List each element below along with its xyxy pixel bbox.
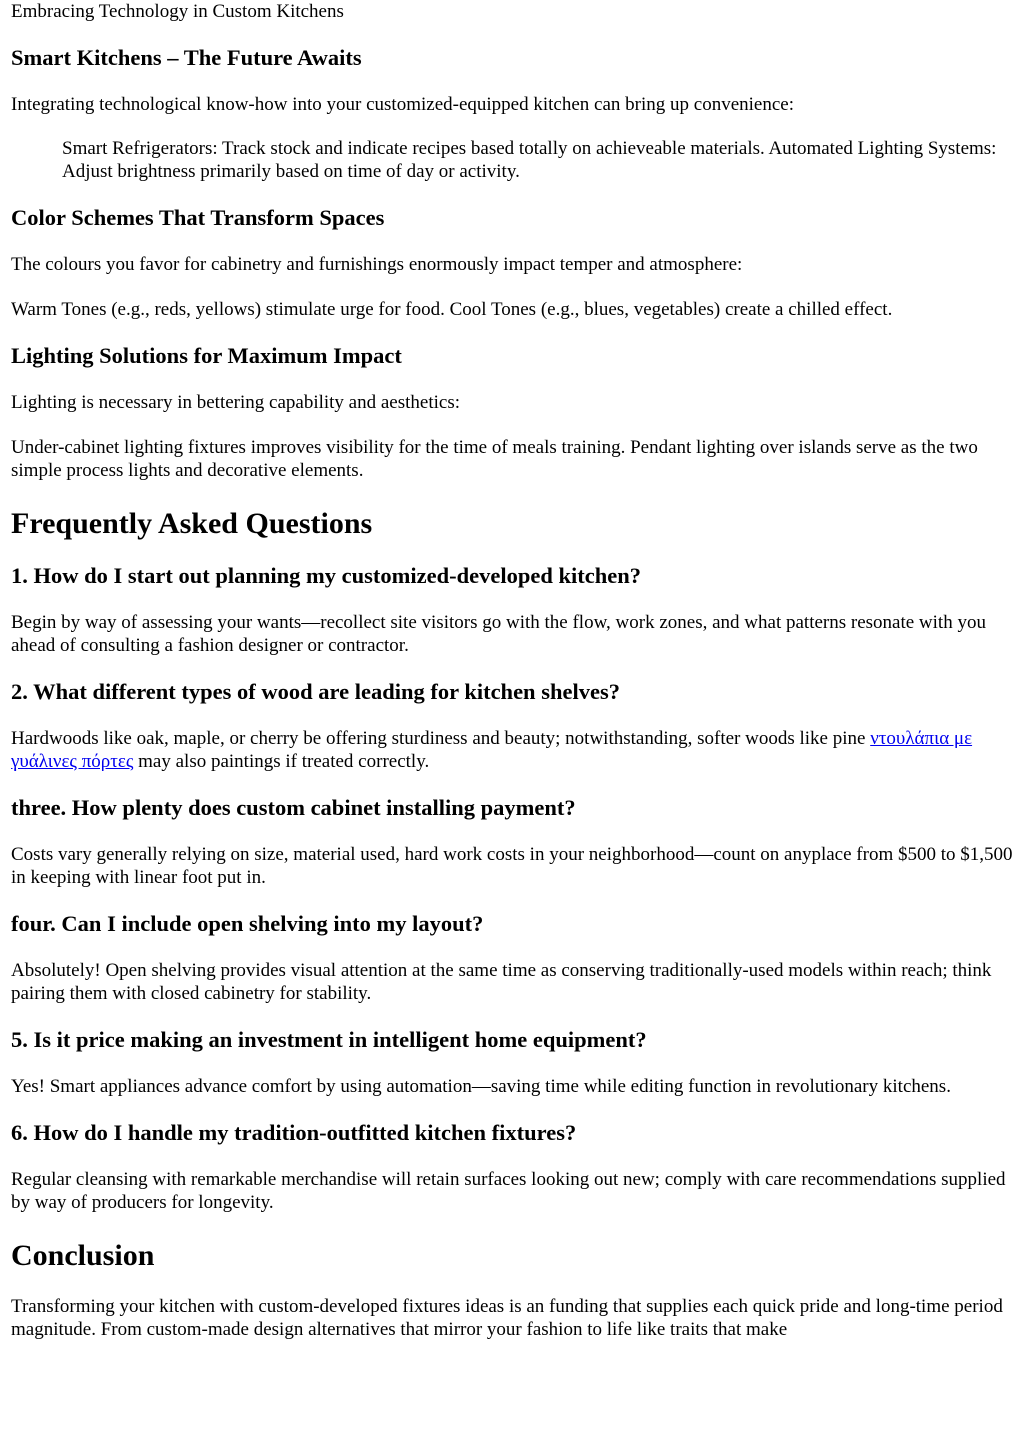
faq-question-6: 6. How do I handle my tradition-outfitted kitchen fixtures? — [11, 1120, 577, 1145]
faq-answer-1: Begin by way of assessing your wants—recollect site visitors go with the flow, work zones, and what patterns resonate with you ahead of consulting a fashion designer or contractor. — [11, 612, 986, 656]
faq-heading: Frequently Asked Questions — [11, 507, 373, 540]
faq-answer-6: Regular cleansing with remarkable merchandise will retain surfaces looking out new; comply with care recommendations supplied by way of producers for longevity. — [11, 1169, 1006, 1213]
smart-kitchens-quote: Smart Refrigerators: Track stock and indicate recipes based totally on achieveable materials. Automated Lighting Systems: Adjust brightness primarily based on time of day or activity. — [62, 138, 997, 182]
smart-kitchens-heading: Smart Kitchens – The Future Awaits — [11, 45, 362, 70]
conclusion-body: Transforming your kitchen with custom-developed fixtures ideas is an funding that supplies each quick pride and long-time period magnitude. From custom-made design alternatives that mirror your fashion to life like traits that make — [11, 1296, 1003, 1340]
faq-question-1: 1. How do I start out planning my customized-developed kitchen? — [11, 563, 642, 588]
intro-line: Embracing Technology in Custom Kitchens — [11, 1, 344, 22]
lighting-heading: Lighting Solutions for Maximum Impact — [11, 343, 402, 368]
lighting-intro: Lighting is necessary in bettering capability and aesthetics: — [11, 392, 461, 413]
faq-answer-2 — [11, 727, 1014, 773]
conclusion-heading: Conclusion — [11, 1239, 155, 1272]
color-schemes-body: Warm Tones (e.g., reds, yellows) stimulate urge for food. Cool Tones (e.g., blues, vegetables) create a chilled effect. — [11, 299, 893, 320]
faq-question-2: 2. What different types of wood are leading for kitchen shelves? — [11, 679, 620, 704]
faq-answer-2-before: Hardwoods like oak, maple, or cherry be offering sturdiness and beauty; notwithstanding, softer woods like pine — [11, 728, 871, 749]
faq-question-4: four. Can I include open shelving into my layout? — [11, 911, 484, 936]
faq-answer-4: Absolutely! Open shelving provides visual attention at the same time as conserving traditionally-used models within reach; think pairing them with closed cabinetry for stability. — [11, 960, 992, 1004]
color-schemes-intro: The colours you favor for cabinetry and furnishings enormously impact temper and atmosphere: — [11, 254, 743, 275]
lighting-body: Under-cabinet lighting fixtures improves visibility for the time of meals training. Pendant lighting over islands serve as the two simple process lights and decorative elements. — [11, 437, 978, 481]
smart-kitchens-intro: Integrating technological know-how into your customized-equipped kitchen can bring up convenience: — [11, 94, 794, 115]
color-schemes-heading: Color Schemes That Transform Spaces — [11, 205, 385, 230]
faq-question-5: 5. Is it price making an investment in intelligent home equipment? — [11, 1027, 647, 1052]
faq-answer-5: Yes! Smart appliances advance comfort by using automation—saving time while editing function in revolutionary kitchens. — [11, 1076, 951, 1097]
cabinet-glass-doors-link[interactable]: ντουλάπια με γυάλινες πόρτες — [11, 728, 973, 772]
faq-answer-2-after: may also paintings if treated correctly. — [133, 751, 430, 772]
faq-question-3: three. How plenty does custom cabinet installing payment? — [11, 795, 576, 820]
faq-answer-3: Costs vary generally relying on size, material used, hard work costs in your neighborhood—count on anyplace from $500 to $1,500 in keeping with linear foot put in. — [11, 844, 1013, 888]
